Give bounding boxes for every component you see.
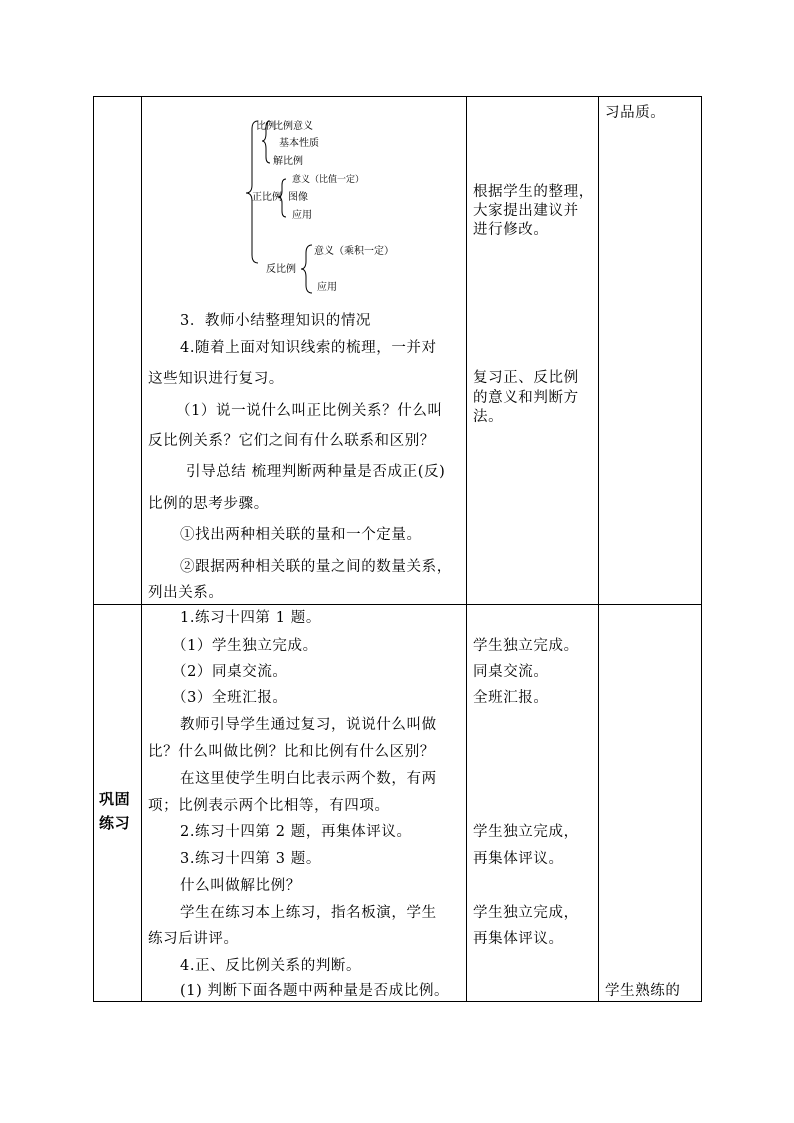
mindmap-direct-item: 意义（比值一定） — [292, 175, 365, 185]
section-title: 巩固 — [99, 790, 131, 808]
teacher-line: 练习后讲评。 — [148, 931, 239, 947]
student-line: 复习正、反比例 — [473, 370, 579, 386]
student-line: 进行修改。 — [473, 222, 549, 238]
mindmap-direct: 正比例 — [252, 192, 282, 203]
teacher-line: 4.随着上面对知识线索的梳理，一并对 — [180, 340, 437, 356]
student-line: 再集体评议。 — [473, 931, 564, 947]
mindmap-root-item: 比例意义 — [273, 121, 313, 132]
teacher-line: 这些知识进行复习。 — [148, 371, 284, 387]
student-activity-cell — [467, 97, 599, 605]
teacher-line: （3）全班汇报。 — [172, 690, 288, 706]
teacher-line: 1.练习十四第 1 题。 — [180, 610, 321, 626]
intent-text: 习品质。 — [605, 105, 666, 121]
teacher-line: ②跟据两种相关联的量之间的数量关系， — [180, 559, 452, 575]
teacher-line: 在这里使学生明白比表示两个数，有两 — [180, 771, 437, 787]
design-intent-cell — [599, 605, 702, 1002]
intent-text: 学生熟练的 — [605, 983, 681, 999]
mindmap-inverse: 反比例 — [266, 264, 296, 275]
teacher-line: 学生在练习本上练习，指名板演，学生 — [180, 905, 437, 921]
teacher-line: （1）说一说什么叫正比例关系？什么叫 — [176, 403, 443, 419]
teacher-line: （2）同桌交流。 — [172, 664, 288, 680]
student-line: 学生独立完成， — [473, 824, 579, 840]
section-cell — [94, 605, 142, 1002]
student-line: 根据学生的整理， — [473, 184, 594, 200]
mindmap-direct-item: 应用 — [292, 210, 312, 221]
lesson-plan-table — [93, 96, 702, 1002]
mindmap-inverse-item: 应用 — [317, 282, 337, 293]
student-activity-cell — [467, 605, 599, 1002]
section-cell-empty — [94, 97, 142, 605]
mindmap-inverse-item: 意义（乘积一定） — [314, 246, 394, 257]
teacher-line: ①找出两种相关联的量和一个定量。 — [180, 527, 422, 543]
mindmap-root-item: 基本性质 — [279, 138, 319, 149]
teacher-activity-cell — [142, 605, 467, 1002]
student-line: 全班汇报。 — [473, 690, 549, 706]
mindmap-root-item: 解比例 — [273, 156, 303, 167]
student-line: 的意义和判断方 — [473, 390, 579, 406]
table-row — [94, 605, 702, 1002]
student-line: 再集体评议。 — [473, 851, 564, 867]
mindmap-direct-item: 图像 — [288, 192, 308, 203]
student-line: 学生独立完成， — [473, 905, 579, 921]
design-intent-cell — [599, 97, 702, 605]
teacher-line: 比？什么叫做比例？比和比例有什么区别？ — [148, 744, 435, 760]
student-line: 大家提出建议并 — [473, 203, 579, 219]
section-title: 练习 — [99, 814, 131, 832]
table-row — [94, 97, 702, 605]
teacher-line: （1）学生独立完成。 — [172, 638, 318, 654]
teacher-activity-cell — [142, 97, 467, 605]
student-line: 学生独立完成。 — [473, 638, 579, 654]
teacher-line: 教师引导学生通过复习，说说什么叫做 — [180, 717, 437, 733]
student-line: 法。 — [473, 409, 504, 425]
teacher-line: 3.练习十四第 3 题。 — [180, 851, 321, 867]
teacher-line: 什么叫做解比例？ — [180, 878, 301, 894]
teacher-line: 2.练习十四第 2 题，再集体评议。 — [180, 824, 412, 840]
teacher-line: 比例的思考步骤。 — [148, 496, 269, 512]
teacher-line: 项；比例表示两个比相等，有四项。 — [148, 798, 390, 814]
teacher-line: 4.正、反比例关系的判断。 — [180, 958, 362, 974]
teacher-line: 反比例关系？它们之间有什么联系和区别？ — [148, 433, 435, 449]
teacher-line: 列出关系。 — [148, 585, 224, 601]
teacher-line: (1) 判断下面各题中两种量是否成比例。 — [180, 983, 450, 999]
student-line: 同桌交流。 — [473, 664, 549, 680]
teacher-line: 引导总结 梳理判断两种量是否成正(反) — [186, 464, 446, 480]
mindmap-root: 比例 — [256, 121, 276, 132]
teacher-line: 3．教师小结整理知识的情况 — [180, 313, 372, 329]
